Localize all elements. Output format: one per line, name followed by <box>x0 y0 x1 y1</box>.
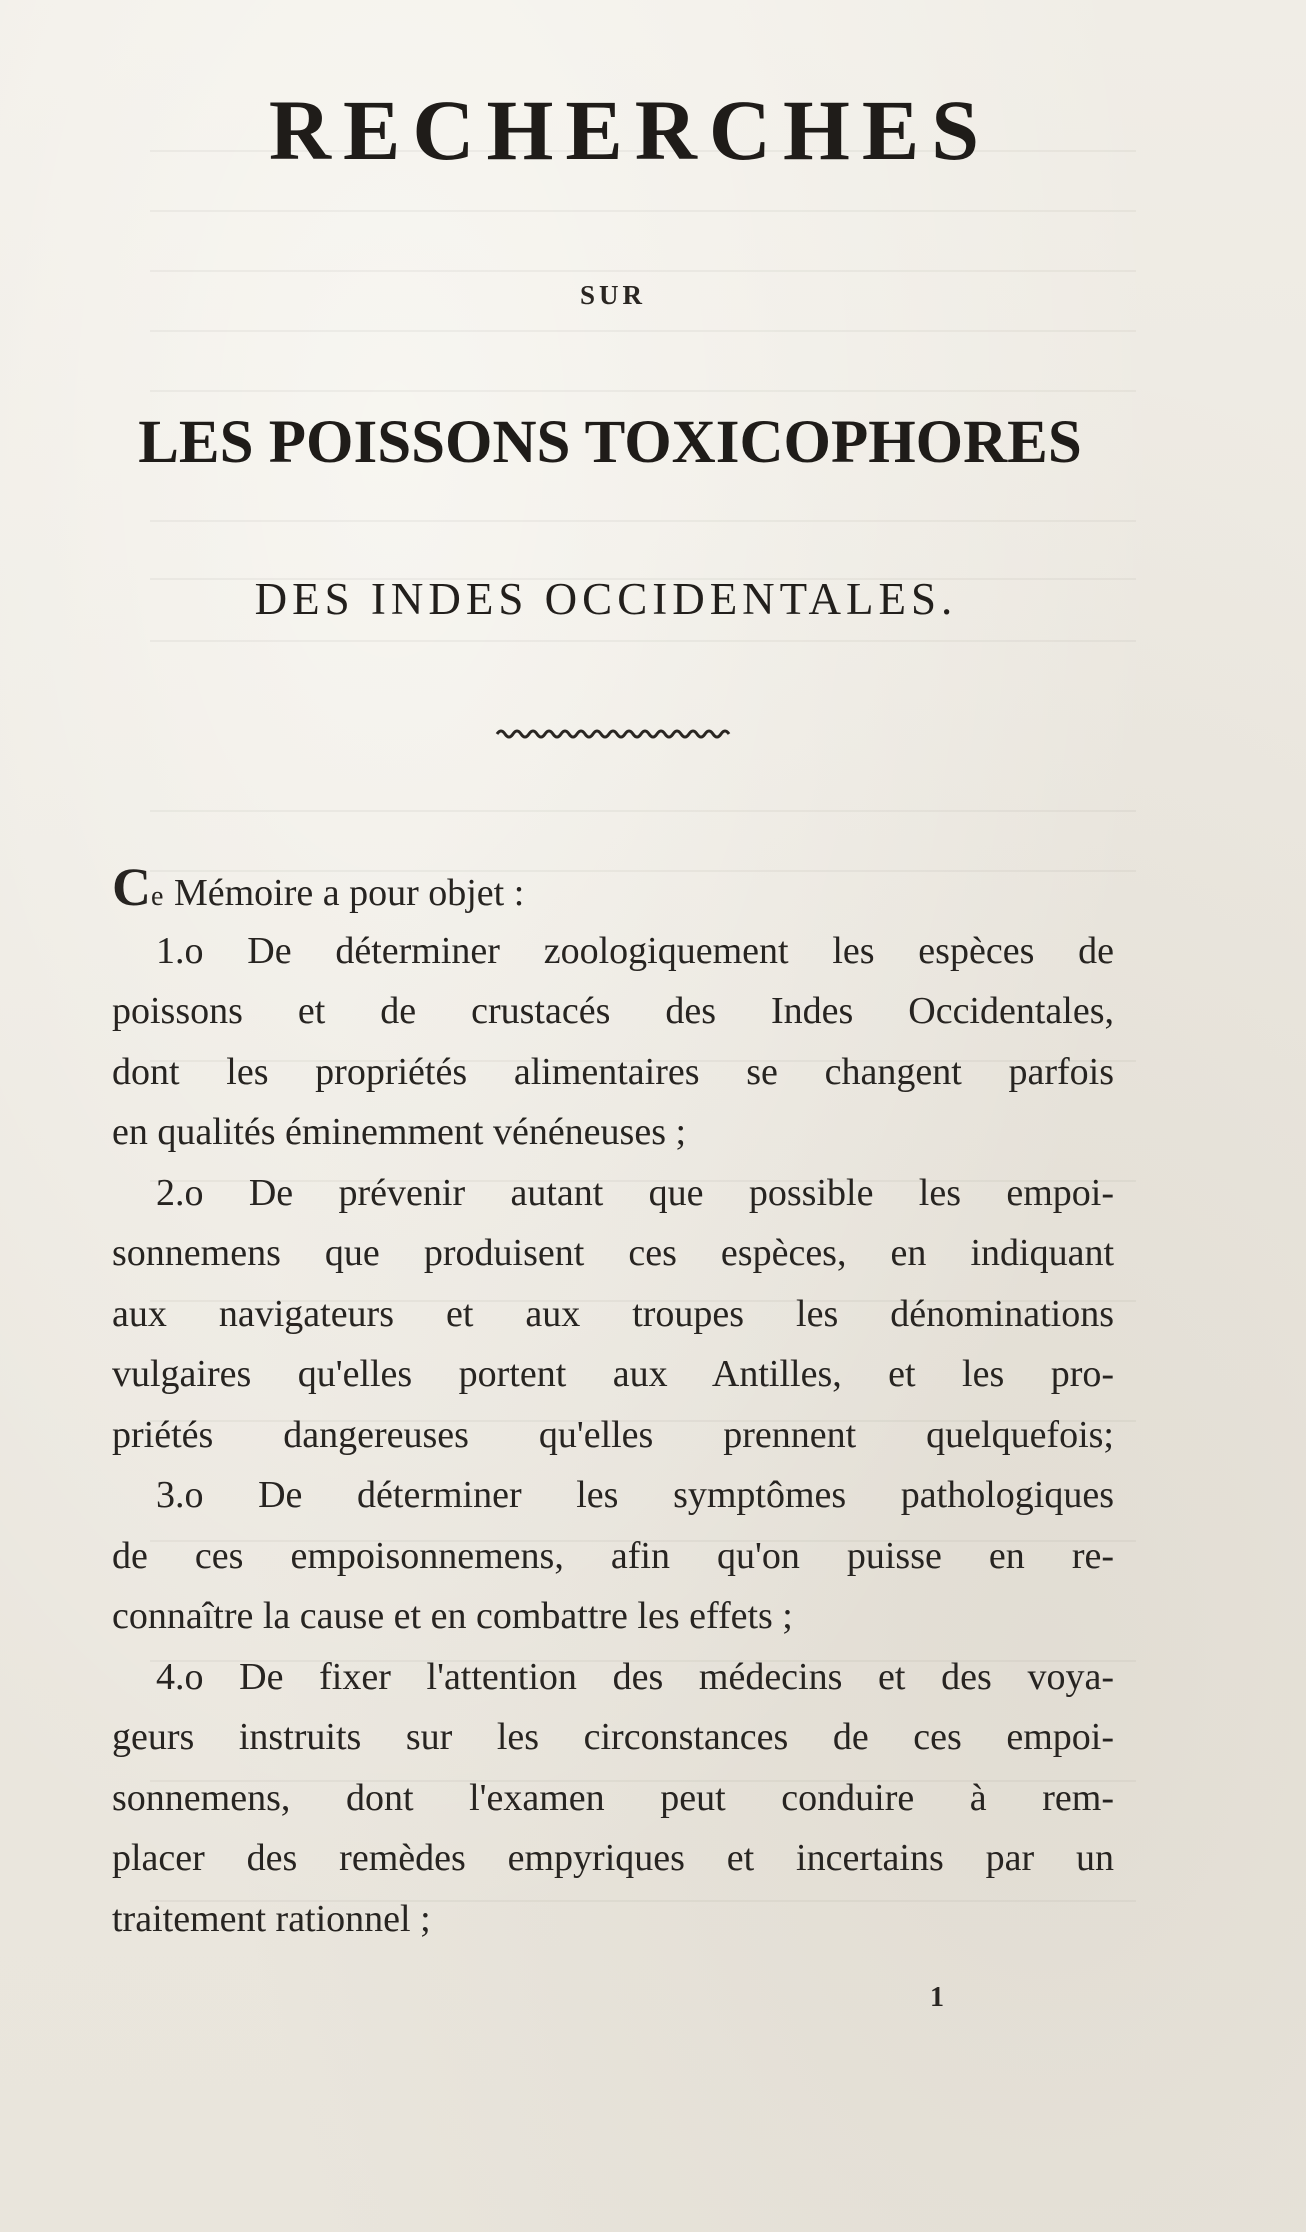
page-title: RECHERCHES <box>268 82 992 178</box>
text-line: 2.o De prévenir autant que possible les empoi- <box>156 1171 1114 1214</box>
page-number: 1 <box>930 1982 944 2013</box>
drop-cap: C <box>112 857 151 917</box>
text-line: 4.o De fixer l'attention des médecins et des voya- <box>156 1655 1114 1698</box>
text-line: vulgaires qu'elles portent aux Antilles, et les pro- <box>112 1353 1114 1395</box>
intro-smallcap: e <box>151 881 165 912</box>
text-line: geurs instruits sur les circonstances de ces empoi- <box>112 1716 1114 1758</box>
text-line: sonnemens que produisent ces espèces, en indiquant <box>112 1232 1114 1274</box>
text-line: placer des remèdes empyriques et incertains par un <box>112 1837 1114 1879</box>
ornamental-rule <box>495 726 733 742</box>
intro-line <box>112 857 1114 921</box>
text-line: dont les propriétés alimentaires se changent parfois <box>112 1050 1114 1093</box>
title-line-2: DES INDES OCCIDENTALES. <box>254 574 958 624</box>
text-line: connaître la cause et en combattre les effets ; <box>112 1595 793 1637</box>
text-line: 1.o De déterminer zoologiquement les espèces de <box>156 929 1114 972</box>
text-line: poissons et de crustacés des Indes Occidentales, <box>112 990 1114 1032</box>
text-line: aux navigateurs et aux troupes les dénominations <box>112 1292 1114 1335</box>
text-line: priétés dangereuses qu'elles prennent quelquefois; <box>112 1413 1114 1456</box>
title-line-1: LES POISSONS TOXICOPHORES <box>138 409 1082 476</box>
body-text <box>112 857 1114 1949</box>
intro-text: Mémoire a pour objet : <box>164 872 525 914</box>
text-line: traitement rationnel ; <box>112 1897 431 1940</box>
text-line: 3.o De déterminer les symptômes pathologiques <box>156 1474 1114 1516</box>
title-connector: SUR <box>579 280 646 310</box>
text-line: sonnemens, dont l'examen peut conduire à rem- <box>112 1776 1114 1819</box>
text-line: en qualités éminemment vénéneuses ; <box>112 1111 687 1153</box>
text-line: de ces empoisonnemens, afin qu'on puisse en re- <box>112 1534 1114 1577</box>
